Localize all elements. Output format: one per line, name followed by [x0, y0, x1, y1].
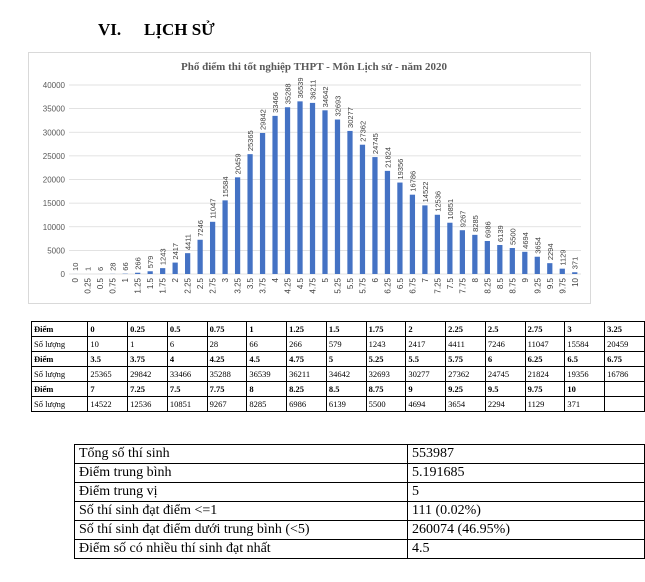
bar — [410, 195, 415, 274]
score-cell: 3.5 — [88, 352, 128, 367]
score-cell: 8.75 — [366, 382, 406, 397]
x-tick-label: 7.25 — [433, 278, 443, 294]
summary-row — [75, 502, 645, 521]
score-cell: 2.25 — [446, 322, 486, 337]
score-cell: 7.25 — [128, 382, 168, 397]
data-label: 14522 — [420, 181, 430, 203]
data-label: 36211 — [308, 79, 318, 100]
score-cell: 0.5 — [167, 322, 207, 337]
data-label: 28 — [108, 262, 118, 271]
count-row-label: Số lượng — [32, 367, 88, 382]
bar — [310, 103, 315, 274]
bar — [272, 116, 277, 274]
score-table — [31, 321, 645, 412]
x-tick-label: 0.25 — [83, 278, 93, 294]
score-cell: 2 — [406, 322, 446, 337]
count-cell: 6 — [167, 337, 207, 352]
data-label: 25365 — [246, 130, 256, 152]
x-tick-label: 9.5 — [545, 278, 555, 290]
data-label: 2294 — [545, 243, 555, 261]
summary-table — [74, 444, 645, 559]
x-tick-label: 7 — [420, 278, 430, 283]
y-tick-label: 25000 — [42, 151, 65, 161]
count-cell: 29842 — [128, 367, 168, 382]
score-cell: 5.5 — [406, 352, 446, 367]
count-cell: 25365 — [88, 367, 128, 382]
bar — [148, 271, 153, 274]
x-tick-label: 1 — [121, 278, 131, 283]
x-tick-label: 0.75 — [108, 278, 118, 294]
score-cell: 9.5 — [485, 382, 525, 397]
summary-label: Tổng số thí sinh — [75, 445, 408, 464]
count-cell: 36211 — [287, 367, 327, 382]
bar — [260, 133, 265, 274]
data-label: 6986 — [483, 221, 493, 238]
count-cell: 1 — [128, 337, 168, 352]
bar — [397, 183, 402, 274]
count-cell: 14522 — [88, 397, 128, 412]
data-label: 3654 — [533, 237, 543, 254]
x-tick-label: 1.75 — [158, 278, 168, 294]
data-label: 15584 — [221, 176, 231, 198]
count-cell: 2417 — [406, 337, 446, 352]
count-cell: 10 — [88, 337, 128, 352]
y-tick-label: 35000 — [42, 104, 65, 114]
section-title: LỊCH SỬ — [144, 20, 215, 39]
data-label: 4694 — [520, 232, 530, 249]
bar — [235, 177, 240, 274]
bar — [460, 230, 465, 274]
count-cell: 11047 — [525, 337, 565, 352]
score-cell: 4 — [167, 352, 207, 367]
bar — [497, 245, 502, 274]
bar — [297, 101, 302, 274]
score-cell: 1.5 — [326, 322, 366, 337]
bar — [247, 154, 252, 274]
x-tick-label: 3.75 — [258, 278, 268, 294]
summary-label: Điểm số có nhiều thí sinh đạt nhất — [75, 540, 408, 559]
bar — [135, 273, 140, 274]
x-tick-label: 1.25 — [133, 278, 143, 294]
score-cell: 3 — [565, 322, 605, 337]
score-cell: 1.75 — [366, 322, 406, 337]
count-cell: 66 — [247, 337, 287, 352]
summary-row — [75, 540, 645, 559]
y-tick-label: 30000 — [42, 128, 65, 138]
bar — [572, 272, 577, 274]
x-tick-label: 2.5 — [196, 278, 206, 290]
y-tick-label: 15000 — [42, 199, 65, 209]
score-cell: 4.75 — [287, 352, 327, 367]
bar — [560, 269, 565, 274]
bar — [173, 263, 178, 274]
data-label: 19356 — [395, 158, 405, 180]
score-cell: 9.75 — [525, 382, 565, 397]
x-tick-label: 4.5 — [296, 278, 306, 290]
data-label: 29842 — [258, 109, 268, 130]
score-cell: 1.25 — [287, 322, 327, 337]
data-label: 21824 — [383, 147, 393, 168]
bar — [322, 110, 327, 274]
score-cell: 3.75 — [128, 352, 168, 367]
bar — [472, 235, 477, 274]
x-tick-label: 2.25 — [183, 278, 193, 294]
bar — [347, 131, 352, 274]
count-cell: 6986 — [287, 397, 327, 412]
summary-row — [75, 445, 645, 464]
count-cell: 10851 — [167, 397, 207, 412]
data-label: 16786 — [408, 170, 418, 192]
count-cell: 19356 — [565, 367, 605, 382]
y-tick-label: 10000 — [42, 222, 65, 232]
data-label: 579 — [146, 255, 156, 269]
data-label: 5500 — [508, 228, 518, 246]
data-label: 8285 — [470, 215, 480, 232]
count-cell: 20459 — [605, 337, 645, 352]
summary-row — [75, 521, 645, 540]
summary-value: 4.5 — [408, 540, 645, 559]
count-cell: 9267 — [207, 397, 247, 412]
data-label: 11047 — [208, 198, 218, 219]
bar — [435, 215, 440, 274]
summary-label: Điểm trung vị — [75, 483, 408, 502]
count-cell: 1243 — [366, 337, 406, 352]
score-cell: 5.75 — [446, 352, 486, 367]
bar — [485, 241, 490, 274]
count-cell: 3654 — [446, 397, 486, 412]
summary-value: 553987 — [408, 445, 645, 464]
x-tick-label: 3.25 — [233, 278, 243, 294]
data-label: 10 — [71, 262, 81, 271]
data-label: 33466 — [271, 92, 281, 113]
bar — [185, 253, 190, 274]
score-distribution-chart — [28, 52, 591, 304]
score-row-label: Điểm — [32, 322, 88, 337]
data-label: 6139 — [495, 225, 505, 242]
summary-label: Số thí sinh đạt điểm <=1 — [75, 502, 408, 521]
data-label: 6 — [96, 266, 106, 271]
count-cell: 30277 — [406, 367, 446, 382]
score-cell: 0.25 — [128, 322, 168, 337]
count-cell: 371 — [565, 397, 605, 412]
count-cell: 36539 — [247, 367, 287, 382]
summary-value: 5 — [408, 483, 645, 502]
data-label: 1243 — [158, 248, 168, 266]
count-cell: 34642 — [326, 367, 366, 382]
data-label: 30277 — [345, 107, 355, 128]
bar — [510, 248, 515, 274]
y-tick-label: 0 — [60, 270, 65, 279]
x-tick-label: 8 — [470, 278, 480, 283]
x-tick-label: 6.25 — [383, 278, 393, 294]
x-tick-label: 0 — [71, 278, 81, 283]
summary-value: 111 (0.02%) — [408, 502, 645, 521]
x-tick-label: 5.25 — [333, 278, 343, 294]
summary-row — [75, 483, 645, 502]
x-tick-label: 1.5 — [146, 278, 156, 290]
count-cell: 21824 — [525, 367, 565, 382]
score-row-label: Điểm — [32, 382, 88, 397]
score-cell: 0.75 — [207, 322, 247, 337]
score-cell: 3.25 — [605, 322, 645, 337]
count-cell: 12536 — [128, 397, 168, 412]
count-row — [32, 337, 645, 352]
bar — [210, 222, 215, 274]
score-cell: 2.75 — [525, 322, 565, 337]
y-tick-label: 40000 — [42, 81, 65, 90]
chart-title: Phổ điểm thi tốt nghiệp THPT - Môn Lịch sử - năm 2020 — [181, 61, 447, 73]
bar — [535, 257, 540, 274]
x-tick-label: 6.75 — [408, 278, 418, 294]
bar — [422, 205, 427, 274]
score-cell: 5 — [326, 352, 366, 367]
score-cell: 9.25 — [446, 382, 486, 397]
x-tick-label: 5.75 — [358, 278, 368, 294]
score-cell: 8.25 — [287, 382, 327, 397]
summary-label: Số thí sinh đạt điểm dưới trung bình (<5) — [75, 521, 408, 540]
count-cell: 8285 — [247, 397, 287, 412]
count-row — [32, 367, 645, 382]
y-tick-label: 5000 — [47, 246, 65, 256]
x-tick-label: 8.75 — [508, 278, 518, 294]
score-cell: 7.5 — [167, 382, 207, 397]
count-cell: 2294 — [485, 397, 525, 412]
data-label: 32693 — [333, 95, 343, 117]
count-cell: 24745 — [485, 367, 525, 382]
count-row-label: Số lượng — [32, 397, 88, 412]
score-cell: 7 — [88, 382, 128, 397]
x-tick-label: 7.5 — [445, 278, 455, 290]
count-row-label: Số lượng — [32, 337, 88, 352]
count-cell: 7246 — [485, 337, 525, 352]
score-cell — [605, 382, 645, 397]
score-cell: 10 — [565, 382, 605, 397]
score-cell: 1 — [247, 322, 287, 337]
x-tick-label: 3 — [221, 278, 231, 283]
score-cell: 7.75 — [207, 382, 247, 397]
count-cell: 4694 — [406, 397, 446, 412]
count-cell: 16786 — [605, 367, 645, 382]
score-cell: 5.25 — [366, 352, 406, 367]
count-cell: 6139 — [326, 397, 366, 412]
x-tick-label: 2.75 — [208, 278, 218, 294]
x-tick-label: 10 — [570, 278, 580, 287]
x-tick-label: 2 — [171, 278, 181, 283]
count-cell: 28 — [207, 337, 247, 352]
data-label: 36539 — [296, 77, 306, 99]
data-label: 12536 — [433, 190, 443, 212]
score-cell: 6.75 — [605, 352, 645, 367]
data-label: 7246 — [196, 220, 206, 237]
count-cell: 35288 — [207, 367, 247, 382]
score-row — [32, 382, 645, 397]
x-tick-label: 9.75 — [558, 278, 568, 294]
count-cell: 4411 — [446, 337, 486, 352]
count-cell: 579 — [326, 337, 366, 352]
count-cell: 32693 — [366, 367, 406, 382]
score-cell: 8 — [247, 382, 287, 397]
bar — [285, 107, 290, 274]
summary-label: Điểm trung bình — [75, 464, 408, 483]
bar — [372, 157, 377, 274]
count-cell: 1129 — [525, 397, 565, 412]
x-tick-label: 8.5 — [495, 278, 505, 290]
bar — [160, 268, 165, 274]
score-row — [32, 322, 645, 337]
score-cell: 0 — [88, 322, 128, 337]
data-label: 4411 — [183, 234, 193, 251]
bar — [547, 263, 552, 274]
bar — [222, 200, 227, 274]
data-label: 27362 — [358, 120, 368, 142]
data-label: 66 — [121, 262, 131, 271]
score-cell: 4.25 — [207, 352, 247, 367]
chart-svg — [29, 53, 590, 303]
bar — [385, 171, 390, 274]
bar — [360, 145, 365, 274]
score-row — [32, 352, 645, 367]
score-cell: 8.5 — [326, 382, 366, 397]
count-cell: 266 — [287, 337, 327, 352]
x-tick-label: 4.25 — [283, 278, 293, 294]
score-cell: 9 — [406, 382, 446, 397]
score-cell: 6.25 — [525, 352, 565, 367]
y-tick-label: 20000 — [42, 175, 65, 185]
x-tick-label: 4 — [271, 278, 281, 283]
bar — [522, 252, 527, 274]
x-tick-label: 6 — [370, 278, 380, 283]
count-row — [32, 397, 645, 412]
data-label: 20459 — [233, 153, 243, 175]
x-tick-label: 8.25 — [483, 278, 493, 294]
x-tick-label: 9.25 — [533, 278, 543, 294]
count-cell: 5500 — [366, 397, 406, 412]
x-tick-label: 5 — [321, 278, 330, 283]
count-cell: 15584 — [565, 337, 605, 352]
x-tick-label: 6.5 — [395, 278, 405, 290]
bar — [335, 120, 340, 274]
summary-value: 5.191685 — [408, 464, 645, 483]
bar — [197, 240, 202, 274]
x-tick-label: 7.75 — [458, 278, 468, 294]
data-label: 24745 — [370, 133, 380, 155]
data-label: 266 — [133, 257, 143, 270]
data-label: 9267 — [458, 210, 468, 228]
bar — [447, 223, 452, 274]
x-tick-label: 0.5 — [96, 278, 106, 290]
x-tick-label: 9 — [520, 278, 530, 283]
score-cell: 4.5 — [247, 352, 287, 367]
score-cell: 2.5 — [485, 322, 525, 337]
x-tick-label: 4.75 — [308, 278, 318, 294]
data-label: 1 — [83, 266, 93, 271]
score-cell: 6 — [485, 352, 525, 367]
data-label: 10851 — [445, 198, 455, 220]
data-label: 371 — [570, 256, 580, 270]
data-label: 2417 — [171, 242, 181, 260]
summary-value: 260074 (46.95%) — [408, 521, 645, 540]
x-tick-label: 5.5 — [345, 278, 355, 290]
score-row-label: Điểm — [32, 352, 88, 367]
count-cell: 27362 — [446, 367, 486, 382]
section-heading — [98, 20, 215, 40]
count-cell: 33466 — [167, 367, 207, 382]
section-number: VI. — [98, 20, 122, 39]
summary-row — [75, 464, 645, 483]
x-tick-label: 3.5 — [246, 278, 256, 290]
data-label: 34642 — [321, 86, 330, 108]
score-cell: 6.5 — [565, 352, 605, 367]
count-cell — [605, 397, 645, 412]
data-label: 1129 — [558, 249, 568, 266]
data-label: 35288 — [283, 83, 293, 105]
